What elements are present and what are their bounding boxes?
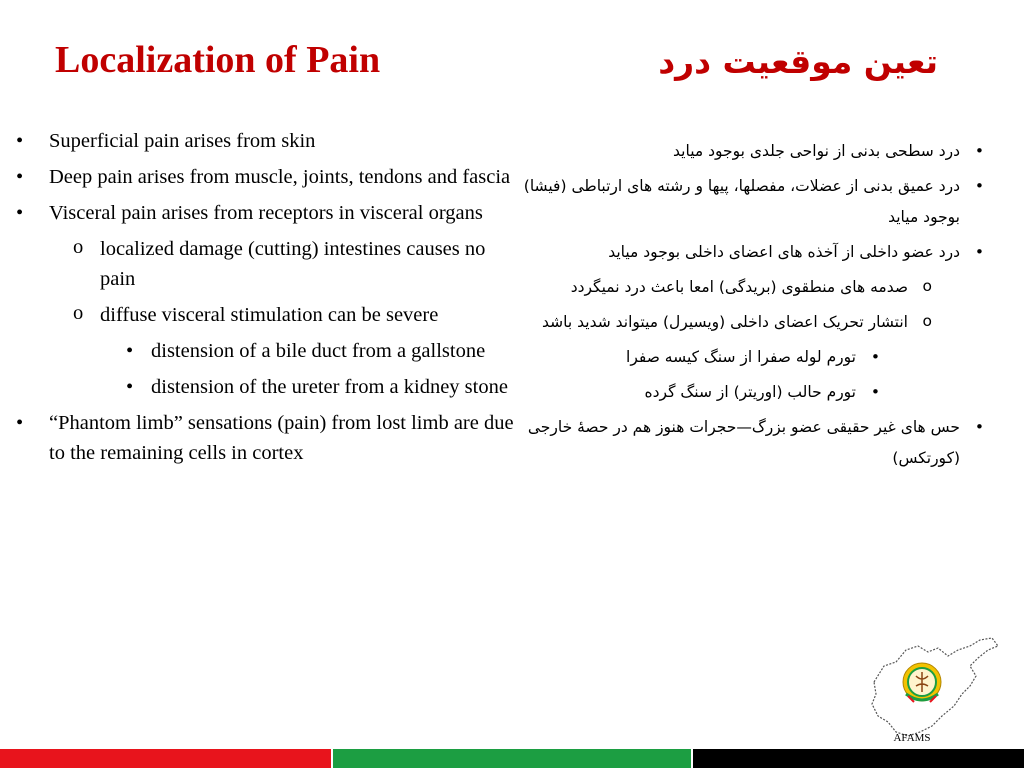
sub-sub-bullet-item: • تورم لوله صفرا از سنگ کیسه صفرا: [514, 342, 1004, 373]
bullet-item: • حس های غیر حقیقی عضو بزرگ—حجرات هنوز هم در حصۀ خارجی (کورتکس): [514, 412, 1004, 474]
bullet-item: • درد عمیق بدنی از عضلات، مفصلها، پیها و رشته های ارتباطی (فیشا) بوجود میاید: [514, 171, 1004, 233]
bullet-item: • Superficial pain arises from skin: [12, 126, 522, 156]
bar-red-segment: [0, 749, 331, 768]
slide-title-english: Localization of Pain: [55, 39, 381, 81]
logo-label: AFAMS: [893, 732, 931, 744]
bullet-item: • Visceral pain arises from receptors in visceral organs: [12, 198, 522, 228]
bullet-item: • Deep pain arises from muscle, joints, tendons and fascia: [12, 162, 522, 192]
slide-title-persian: تعین موقعیت درد: [658, 42, 938, 81]
bar-green-segment: [331, 749, 693, 768]
bullet-item: • “Phantom limb” sensations (pain) from lost limb are due to the remaining cells in cortex: [12, 408, 522, 468]
sub-bullet-item: o localized damage (cutting) intestines causes no pain: [12, 234, 522, 294]
english-bullet-list: [12, 126, 522, 474]
sub-bullet-item: o انتشار تحریک اعضای داخلی (ویسیرل) میتواند شدید باشد: [514, 307, 1004, 338]
bar-black-segment: [693, 749, 1024, 768]
sub-bullet-item: o صدمه های منطقوی (بریدگی) امعا باعث درد نمیگردد: [514, 272, 1004, 303]
sub-sub-bullet-item: • distension of a bile duct from a gallstone: [12, 336, 522, 366]
sub-sub-bullet-item: • تورم حالب (اوریتر) از سنگ گرده: [514, 377, 1004, 408]
sub-sub-bullet-item: • distension of the ureter from a kidney stone: [12, 372, 522, 402]
sub-bullet-item: o diffuse visceral stimulation can be severe: [12, 300, 522, 330]
afghanistan-map-logo-icon: [866, 636, 1004, 744]
bullet-item: • درد عضو داخلی از آخذه های اعضای داخلی بوجود میاید: [514, 237, 1004, 268]
flag-color-bar: [0, 749, 1024, 768]
bullet-item: • درد سطحی بدنی از نواحی جلدی بوجود میاید: [514, 136, 1004, 167]
persian-bullet-list: [514, 136, 1004, 478]
